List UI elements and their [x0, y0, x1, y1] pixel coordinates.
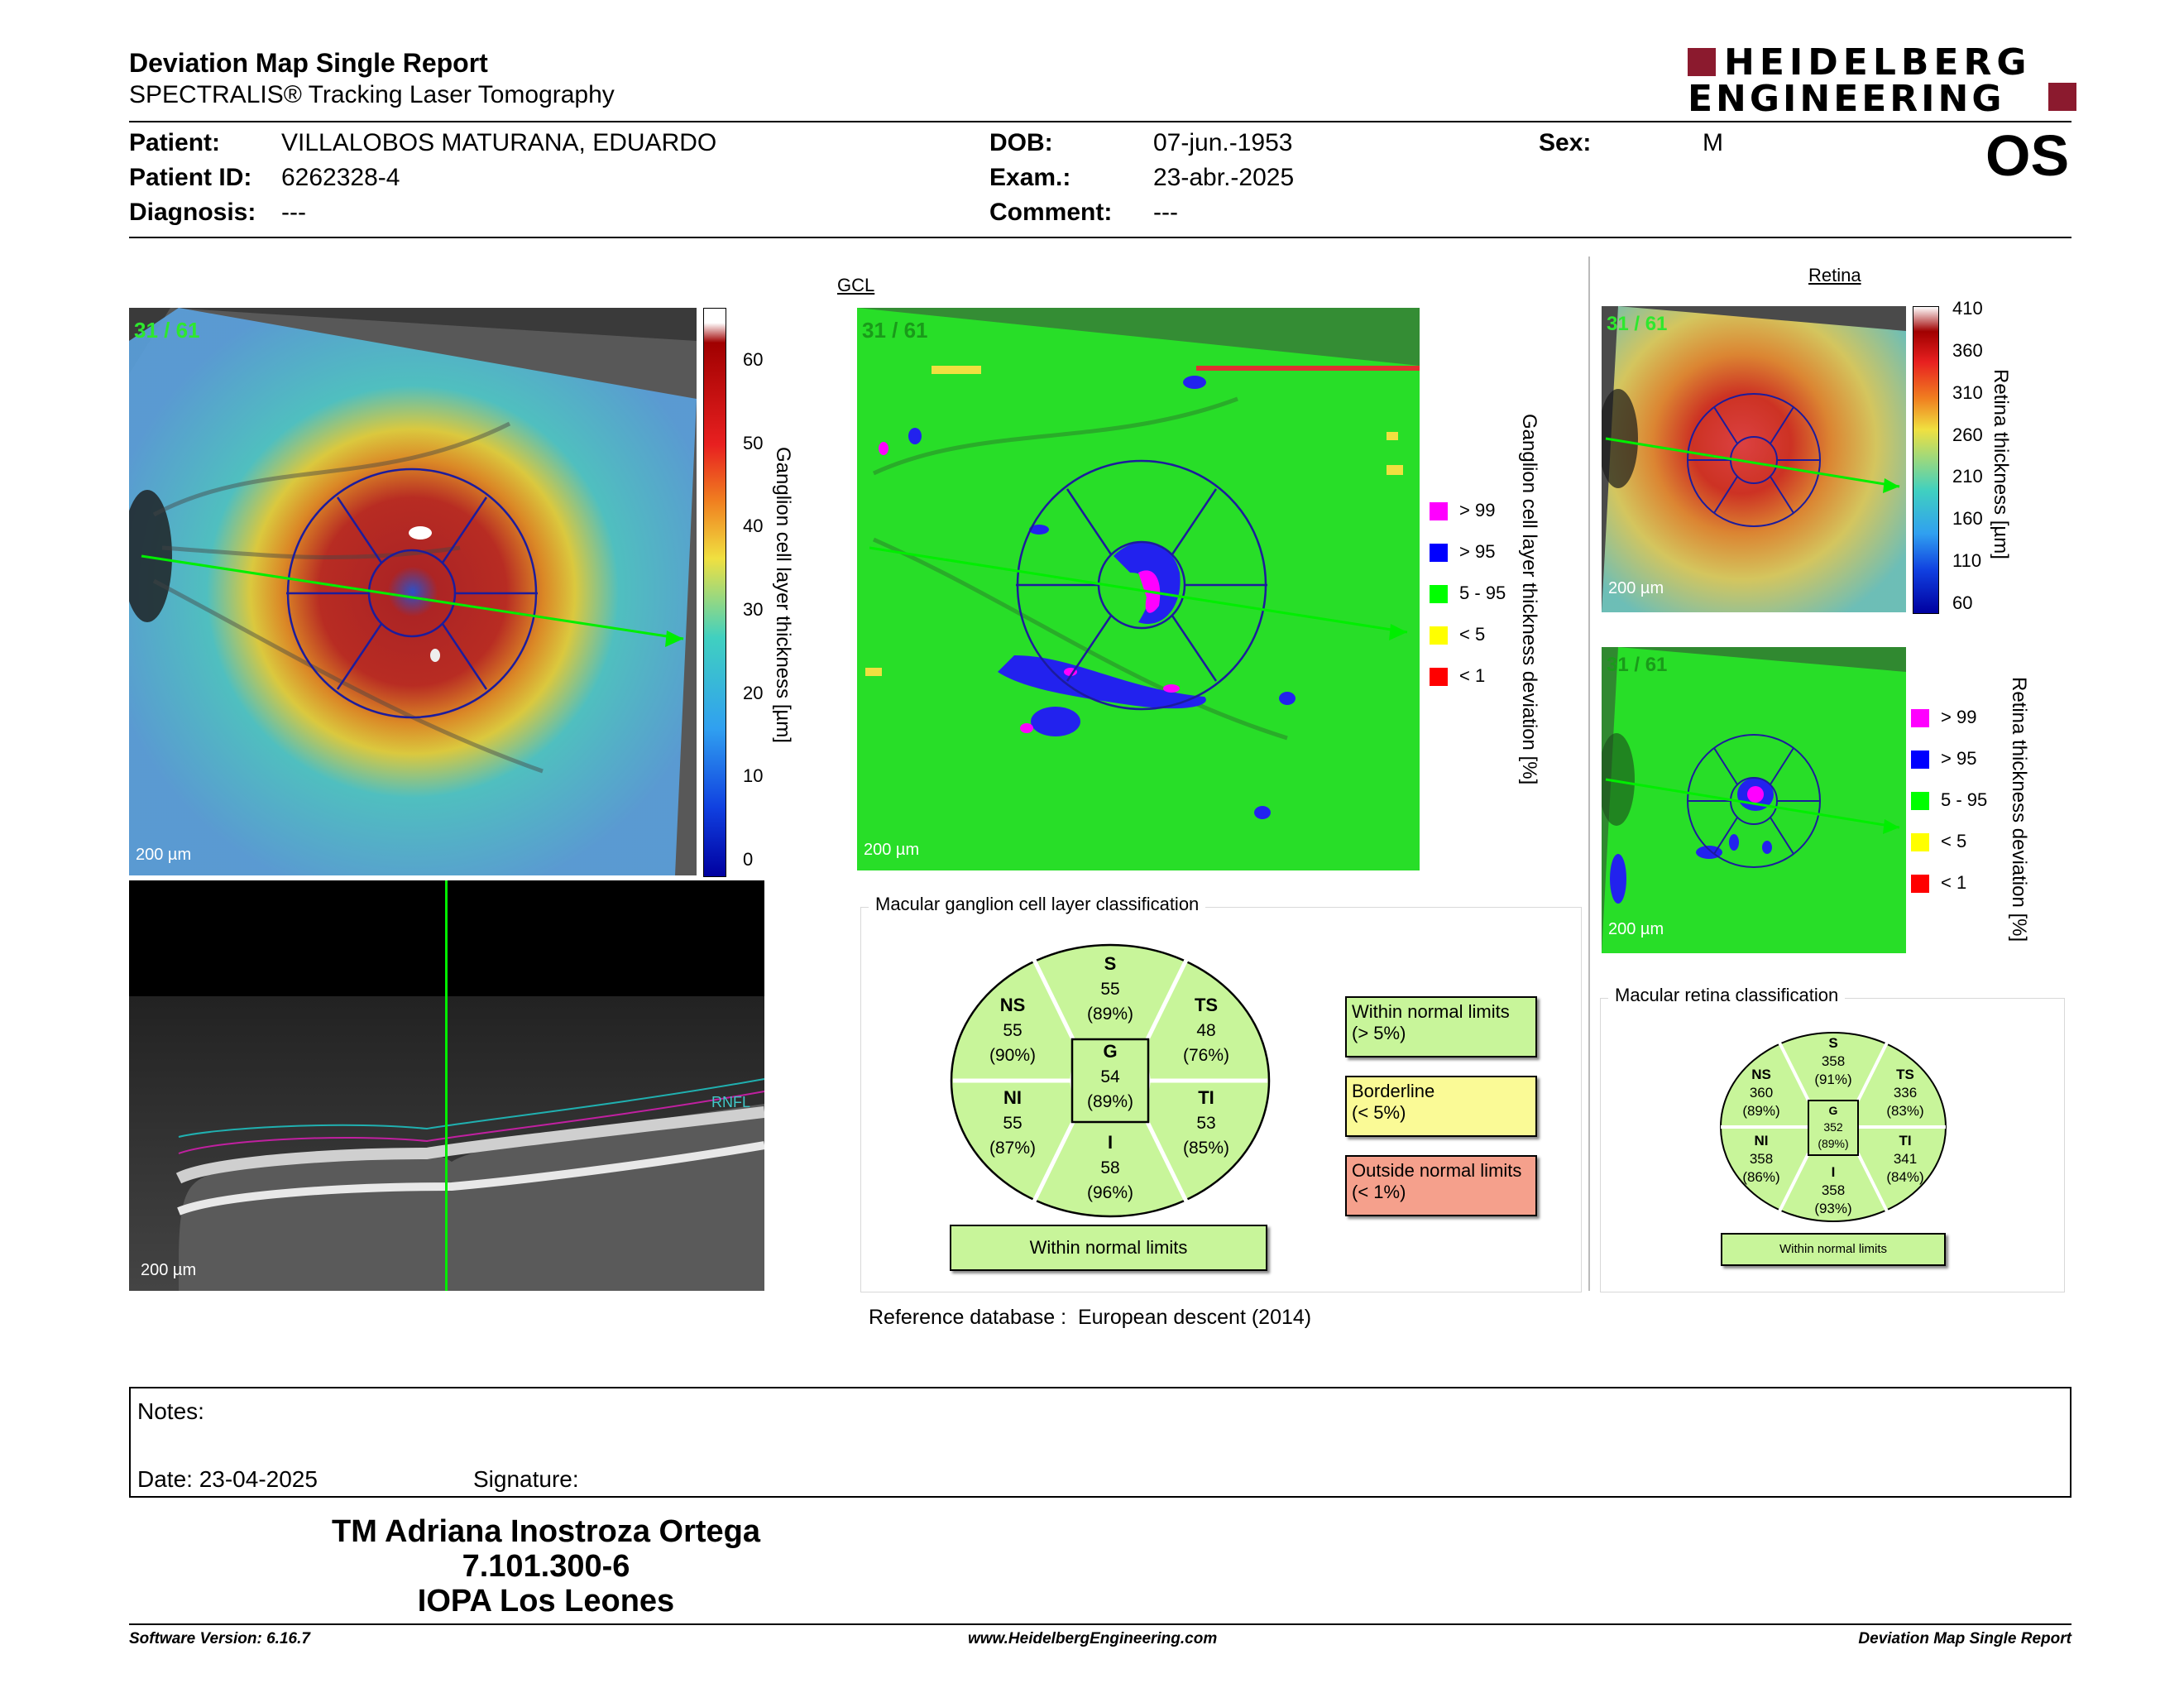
gcl-sector-i: I 58 (96%)	[1086, 1132, 1134, 1202]
notes-date: Date: 23-04-2025	[137, 1466, 318, 1492]
frame-counter: 31 / 61	[134, 318, 200, 343]
legend-swatch	[1911, 709, 1929, 727]
gcl-deviation-legend-item	[1430, 665, 1485, 687]
comment: ---	[1153, 199, 1178, 226]
exam-date: 23-abr.-2025	[1153, 164, 1295, 191]
retina-thickness-axis-title: Retina thickness [µm]	[1990, 369, 2012, 559]
retina-classification-result: Within normal limits	[1721, 1233, 1946, 1266]
gcl-deviation-axis-title: Ganglion cell layer thickness deviation [%]	[1518, 414, 1540, 785]
retina-deviation-legend-item	[1911, 831, 1966, 852]
patient-id-label: Patient ID:	[129, 164, 252, 191]
retina-thickness-tick-160: 160	[1952, 508, 1983, 530]
retina-sector-ni: NI 358 (86%)	[1742, 1133, 1780, 1185]
patient-id: 6262328-4	[281, 164, 400, 191]
legend-within-normal: Within normal limits (> 5%)	[1345, 996, 1537, 1057]
gcl-deviation-legend-item	[1430, 541, 1495, 563]
legend-swatch	[1911, 833, 1929, 851]
gcl-deviation-legend-item	[1430, 500, 1495, 521]
retina-thickness-tick-360: 360	[1952, 339, 1983, 361]
scale-bar: 200 µm	[864, 841, 920, 859]
sex: M	[1703, 129, 1723, 156]
retina-sector-ts: TS 336 (83%)	[1886, 1067, 1924, 1119]
gcl-sector-ns: NS 55 (90%)	[989, 995, 1037, 1065]
retina-sector-g: G 352 (89%)	[1818, 1104, 1849, 1150]
frame-counter: 31 / 61	[1607, 313, 1668, 335]
legend-swatch	[1430, 668, 1448, 686]
retina-thickness-map	[1602, 306, 1906, 612]
scale-bar: 200 µm	[1608, 579, 1664, 597]
patient-label: Patient:	[129, 129, 221, 156]
legend-label: > 95	[1941, 748, 1977, 769]
gcl-deviation-legend-item	[1430, 583, 1506, 604]
retina-sector-ns: NS 360 (89%)	[1742, 1067, 1780, 1119]
retina-sector-chart	[1719, 1031, 1947, 1223]
gcl-thickness-tick-60: 60	[743, 349, 764, 370]
gcl-sector-ti: TI 53 (85%)	[1182, 1087, 1230, 1158]
operator-id: 7.101.300-6	[462, 1549, 630, 1584]
dob-label: DOB:	[989, 129, 1053, 156]
gcl-classification-result: Within normal limits	[950, 1225, 1267, 1271]
retina-classification-title: Macular retina classification	[1608, 985, 1845, 1006]
gcl-thickness-tick-10: 10	[743, 765, 764, 787]
notes-box[interactable]	[129, 1387, 2071, 1498]
retina-deviation-map	[1602, 647, 1906, 953]
legend-swatch	[1430, 544, 1448, 562]
bscan-layer-label: RNFL	[711, 1094, 751, 1110]
retina-deviation-legend-item	[1911, 707, 1976, 728]
exam-label: Exam.:	[989, 164, 1071, 191]
gcl-thickness-tick-20: 20	[743, 682, 764, 703]
retina-deviation-axis-title: Retina thickness deviation [%]	[2008, 677, 2030, 942]
legend-swatch	[1911, 875, 1929, 893]
legend-swatch	[1430, 585, 1448, 603]
legend-swatch	[1430, 502, 1448, 520]
comment-label: Comment:	[989, 199, 1113, 226]
legend-outside-normal: Outside normal limits (< 1%)	[1345, 1155, 1537, 1216]
gcl-thickness-colorbar	[703, 308, 726, 877]
gcl-thickness-tick-40: 40	[743, 516, 764, 537]
legend-swatch	[1911, 792, 1929, 810]
scale-bar: 200 µm	[1608, 920, 1664, 938]
gcl-deviation-map	[857, 308, 1420, 870]
bscan-scale-bar: 200 µm	[141, 1261, 197, 1279]
software-version: Software Version: 6.16.7	[129, 1630, 310, 1647]
frame-counter: 31 / 61	[1607, 654, 1668, 676]
footer-report-name: Deviation Map Single Report	[1858, 1630, 2071, 1647]
website-link[interactable]: www.HeidelbergEngineering.com	[968, 1630, 1218, 1647]
legend-swatch	[1430, 626, 1448, 645]
retina-thickness-tick-310: 310	[1952, 381, 1983, 403]
retina-deviation-legend-item	[1911, 872, 1966, 894]
report-subtitle: SPECTRALIS® Tracking Laser Tomography	[129, 81, 615, 108]
logo-line-1: HEIDELBERG	[1724, 41, 2032, 84]
legend-label: < 1	[1459, 665, 1486, 686]
diagnosis-label: Diagnosis:	[129, 199, 256, 226]
gcl-sector-s: S 55 (89%)	[1086, 953, 1134, 1024]
reference-database: Reference database : European descent (2014)	[869, 1306, 1312, 1329]
signature-label: Signature:	[473, 1466, 579, 1492]
gcl-thickness-axis-title: Ganglion cell layer thickness [µm]	[772, 447, 794, 743]
retina-sector-i: I 358 (93%)	[1814, 1164, 1852, 1216]
legend-label: < 5	[1459, 624, 1486, 645]
legend-label: 5 - 95	[1941, 789, 1988, 810]
operator-location: IOPA Los Leones	[417, 1584, 675, 1618]
frame-counter: 31 / 61	[862, 318, 928, 343]
retina-deviation-legend-item	[1911, 748, 1976, 770]
gcl-thickness-map	[129, 308, 697, 875]
legend-label: > 95	[1459, 541, 1496, 562]
logo-line-2: ENGINEERING	[1688, 78, 2005, 120]
gcl-thickness-tick-50: 50	[743, 432, 764, 453]
retina-thickness-tick-260: 260	[1952, 424, 1983, 445]
gcl-thickness-tick-30: 30	[743, 599, 764, 620]
patient-name: VILLALOBOS MATURANA, EDUARDO	[281, 129, 717, 156]
legend-label: > 99	[1941, 707, 1977, 727]
retina-thickness-colorbar	[1913, 306, 1939, 614]
legend-swatch	[1911, 750, 1929, 769]
gcl-heading: GCL	[837, 275, 875, 295]
scale-bar: 200 µm	[136, 846, 192, 864]
gcl-deviation-legend-item	[1430, 624, 1485, 645]
gcl-sector-chart	[950, 943, 1271, 1218]
legend-label: > 99	[1459, 500, 1496, 520]
legend-label: < 1	[1941, 872, 1967, 893]
dob: 07-jun.-1953	[1153, 129, 1293, 156]
gcl-sector-ts: TS 48 (76%)	[1182, 995, 1230, 1065]
legend-label: 5 - 95	[1459, 583, 1506, 603]
eye-label: OS	[1985, 123, 2070, 188]
retina-thickness-tick-60: 60	[1952, 592, 1973, 613]
retina-thickness-tick-410: 410	[1952, 298, 1983, 319]
legend-label: < 5	[1941, 831, 1967, 851]
retina-heading: Retina	[1808, 265, 1861, 285]
gcl-sector-g: G 54 (89%)	[1086, 1041, 1134, 1111]
gcl-classification-title: Macular ganglion cell layer classification	[869, 894, 1205, 915]
diagnosis: ---	[281, 199, 306, 226]
heidelberg-logo	[1688, 41, 2076, 120]
retina-deviation-legend-item	[1911, 789, 1987, 811]
retina-thickness-tick-110: 110	[1952, 550, 1982, 572]
notes-label: Notes:	[137, 1398, 204, 1424]
operator-name: TM Adriana Inostroza Ortega	[332, 1514, 760, 1549]
bscan-image	[129, 880, 764, 1291]
gcl-sector-ni: NI 55 (87%)	[989, 1087, 1037, 1158]
sex-label: Sex:	[1539, 129, 1592, 156]
gcl-thickness-tick-0: 0	[743, 849, 754, 870]
retina-sector-s: S 358 (91%)	[1814, 1035, 1852, 1087]
retina-thickness-tick-210: 210	[1952, 466, 1983, 487]
report-title: Deviation Map Single Report	[129, 48, 488, 78]
retina-sector-ti: TI 341 (84%)	[1886, 1133, 1924, 1185]
legend-borderline: Borderline (< 5%)	[1345, 1076, 1537, 1137]
